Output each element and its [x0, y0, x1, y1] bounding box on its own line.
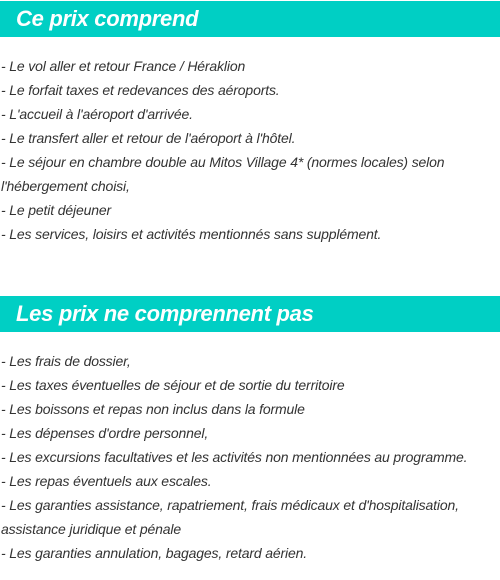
excluded-section-title: Les prix ne comprennent pas — [16, 301, 314, 326]
excluded-list — [0, 349, 500, 565]
included-section-title: Ce prix comprend — [16, 6, 199, 31]
excluded-section-header — [0, 296, 500, 332]
list-item: - Les excursions facultatives et les activités non mentionnées au programme. — [1, 449, 468, 465]
list-item: - Le vol aller et retour France / Héraklion — [1, 58, 246, 74]
list-item: - Les services, loisirs et activités mentionnés sans supplément. — [1, 226, 382, 242]
list-item: - Les garanties assistance, rapatriement, frais médicaux et d'hospitalisation, assistance juridique et pénale — [1, 497, 459, 537]
included-list — [0, 54, 500, 246]
list-item: - Les taxes éventuelles de séjour et de sortie du territoire — [1, 377, 345, 393]
list-item: - Le transfert aller et retour de l'aéroport à l'hôtel. — [1, 130, 296, 146]
list-item: - Le forfait taxes et redevances des aéroports. — [1, 82, 280, 98]
list-item: - Les frais de dossier, — [1, 353, 131, 369]
list-item: - Les garanties annulation, bagages, retard aérien. — [1, 545, 308, 561]
list-item: - L'accueil à l'aéroport d'arrivée. — [1, 106, 193, 122]
list-item: - Le séjour en chambre double au Mitos Village 4* (normes locales) selon l'hébergement choisi, — [1, 154, 445, 194]
list-item: - Les boissons et repas non inclus dans la formule — [1, 401, 305, 417]
list-item: - Le petit déjeuner — [1, 202, 112, 218]
list-item: - Les dépenses d'ordre personnel, — [1, 425, 209, 441]
included-section-header — [0, 1, 500, 37]
list-item: - Les repas éventuels aux escales. — [1, 473, 212, 489]
